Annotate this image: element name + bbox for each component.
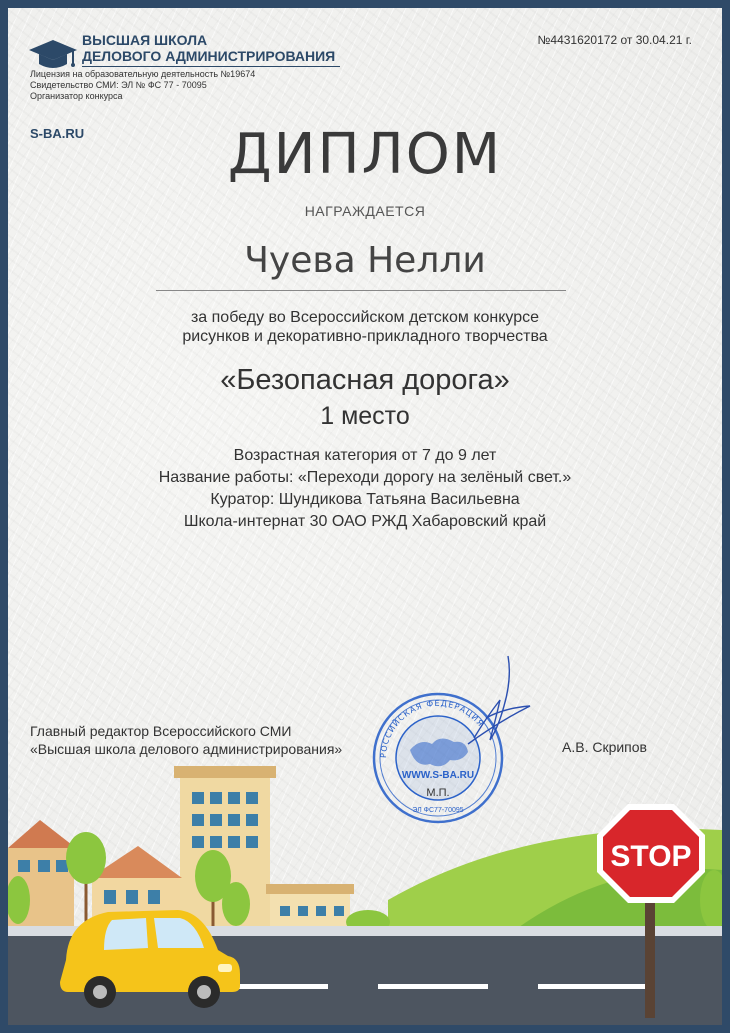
stop-sign-text: STOP — [610, 840, 692, 873]
age-category: Возрастная категория от 7 до 9 лет — [233, 447, 497, 464]
editor-line1: Главный редактор Всероссийского СМИ — [30, 723, 292, 739]
award-details — [8, 445, 722, 533]
stamp-mark-text: М.П. — [426, 787, 450, 799]
stamp-ring-text: РОССИЙСКАЯ ФЕДЕРАЦИЯ — [378, 698, 486, 759]
recipient-name: Чуева Нелли — [244, 240, 486, 281]
organization-name — [82, 32, 382, 64]
logo-divider — [82, 66, 340, 67]
stamp-number-text: ЭЛ ФС77-70095 — [412, 807, 464, 814]
award-reason-line2: рисунков и декоративно-прикладного творчества — [182, 328, 548, 345]
handwritten-signature — [438, 648, 548, 758]
award-reason — [8, 308, 722, 346]
organizer-text: Организатор конкурса — [30, 91, 123, 101]
license-text: Лицензия на образовательную деятельность №19674 — [30, 69, 256, 79]
diploma-sheet — [8, 8, 722, 1025]
name-underline — [156, 290, 566, 291]
certificate-text: Свидетельство СМИ: ЭЛ № ФС 77 - 70095 — [30, 80, 207, 90]
diploma-title: ДИПЛОМ — [227, 122, 503, 187]
editor-line2: «Высшая школа делового администрирования» — [30, 741, 343, 757]
work-title: Название работы: «Переходи дорогу на зелёный свет.» — [158, 469, 572, 486]
organization-name-line1: ВЫСШАЯ ШКОЛА — [82, 32, 208, 48]
organization-name-line2: ДЕЛОВОГО АДМИНИСТРИРОВАНИЯ — [82, 48, 336, 64]
curator: Куратор: Шундикова Татьяна Васильевна — [210, 491, 520, 508]
stamp-center-text: WWW.S-BA.RU — [401, 770, 475, 781]
awarded-label: НАГРАЖДАЕТСЯ — [304, 203, 426, 219]
graduation-cap-icon — [28, 38, 78, 72]
editor-title — [30, 722, 342, 758]
city-road-illustration — [8, 760, 722, 1025]
document-number: №4431620172 от 30.04.21 г. — [537, 33, 692, 47]
site-link[interactable]: S-BA.RU — [30, 126, 85, 141]
signer-name: А.В. Скрипов — [562, 739, 647, 755]
school: Школа-интернат 30 ОАО РЖД Хабаровский край — [183, 513, 547, 530]
registration-info — [30, 69, 255, 102]
contest-name: «Безопасная дорога» — [220, 364, 510, 396]
place-label: 1 место — [320, 402, 410, 430]
award-reason-line1: за победу во Всероссийском детском конкурсе — [190, 309, 540, 326]
